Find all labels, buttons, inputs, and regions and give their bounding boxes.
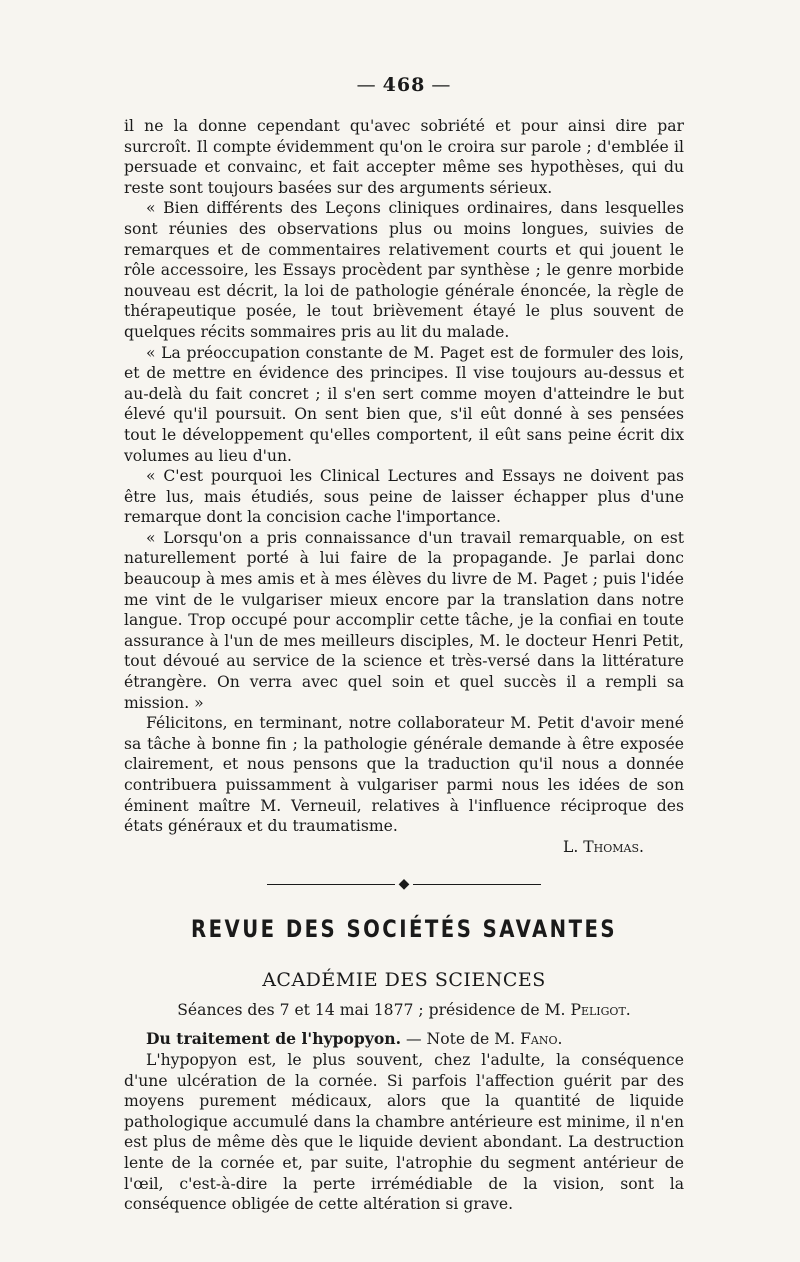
signature: L. Thomas.: [563, 837, 644, 856]
article-heading: Du traitement de l'hypopyon.: [146, 1029, 402, 1049]
divider-line: [267, 884, 395, 885]
session-line: [124, 1001, 684, 1019]
ornament-icon: ◆: [398, 876, 410, 893]
paragraph: L'hypopyon est, le plus souvent, chez l'adulte, la conséquence d'une ulcération de la cornée. Si parfois l'affection guérit par des moyens purement médicaux, alors que la quantité de liquide pathologique accumulé dans la chambre antérieure est minime, il n'en est plus de même dès que le liquide devient abondant. La destruction lente de la cornée et, par suite, l'atrophie du segment antérieur de l'œil, c'est-à-dire la perte irrémédiable de la vision, sont la conséquence obligée de cette altération si grave.: [124, 1050, 684, 1214]
president-name: Peligot.: [570, 1001, 631, 1020]
divider-line: [413, 884, 541, 885]
paragraph: Félicitons, en terminant, notre collaborateur M. Petit d'avoir mené sa tâche à bonne fin ; la pathologie générale demande à être exposée clairement, et nous pensons que la traduction qu'il nous a donnée contribuera puissamment à vulgariser parmi nous les idées de son éminent maître M. Verneuil, relatives à l'influence réciproque des états généraux et du traumatisme.: [124, 714, 684, 836]
paragraph: « C'est pourquoi les Clinical Lectures and Essays ne doivent pas être lus, mais étudiés, sous peine de laisser échapper plus d'une remarque dont la concision cache l'importance.: [124, 467, 684, 527]
signature-line: [124, 837, 684, 858]
paragraph: « Lorsqu'on a pris connaissance d'un travail remarquable, on est naturellement porté à lui faire de la propagande. Je parlai donc beaucoup à mes amis et à mes élèves du livre de M. Paget ; puis l'idée me vint de le vulgariser mieux encore par la translation dans notre langue. Trop occupé pour accomplir cette tâche, je la confiai en toute assurance à l'un de mes meilleurs disciples, M. le docteur Henri Petit, tout dévoué au service de la science et très-versé dans la littérature étrangère. On verra avec quel soin et quel succès il a rempli sa mission. »: [124, 528, 684, 712]
article-author: Fano.: [520, 1030, 563, 1049]
session-dates: Séances des 7 et 14 mai 1877 ; présidence de M.: [177, 1001, 571, 1020]
page-number: — 468 —: [124, 74, 684, 96]
paragraph: « Bien différents des Leçons cliniques ordinaires, dans lesquelles sont réunies des observations plus ou moins longues, suivies de remarques et de commentaires relativement courts et qui jouent le rôle accessoire, les Essays procèdent par synthèse ; le genre morbide nouveau est décrit, la loi de pathologie générale énoncée, la règle de thérapeutique posée, le tout brièvement étayé le plus souvent de quelques récits sommaires pris au lit du malade.: [124, 199, 684, 341]
note-prefix: — Note de M.: [401, 1030, 521, 1049]
academy-title: ACADÉMIE DES SCIENCES: [262, 969, 546, 992]
article: [124, 1029, 684, 1214]
paragraph: « La préoccupation constante de M. Paget est de formuler des lois, et de mettre en évidence des principes. Il vise toujours au-dessus et au-delà du fait concret ; il s'en sert comme moyen d'atteindre le but élevé qu'il poursuit. On sent bien que, s'il eût donné à ses pensées tout le développement qu'elles comportent, il eût sans peine écrit dix volumes au lieu d'un.: [124, 343, 684, 465]
ornamental-divider: [124, 877, 684, 891]
section-title: REVUE DES SOCIÉTÉS SAVANTES: [190, 915, 618, 944]
paragraph: il ne la donne cependant qu'avec sobriété et pour ainsi dire par surcroît. Il compte évidemment qu'on le croira sur parole ; d'emblée il persuade et convainc, et fait accepter même ses hypothèses, qui du reste sont toujours basées sur des arguments sérieux.: [124, 117, 684, 197]
article-heading-line: [124, 1029, 684, 1050]
review-continuation: [124, 116, 684, 857]
